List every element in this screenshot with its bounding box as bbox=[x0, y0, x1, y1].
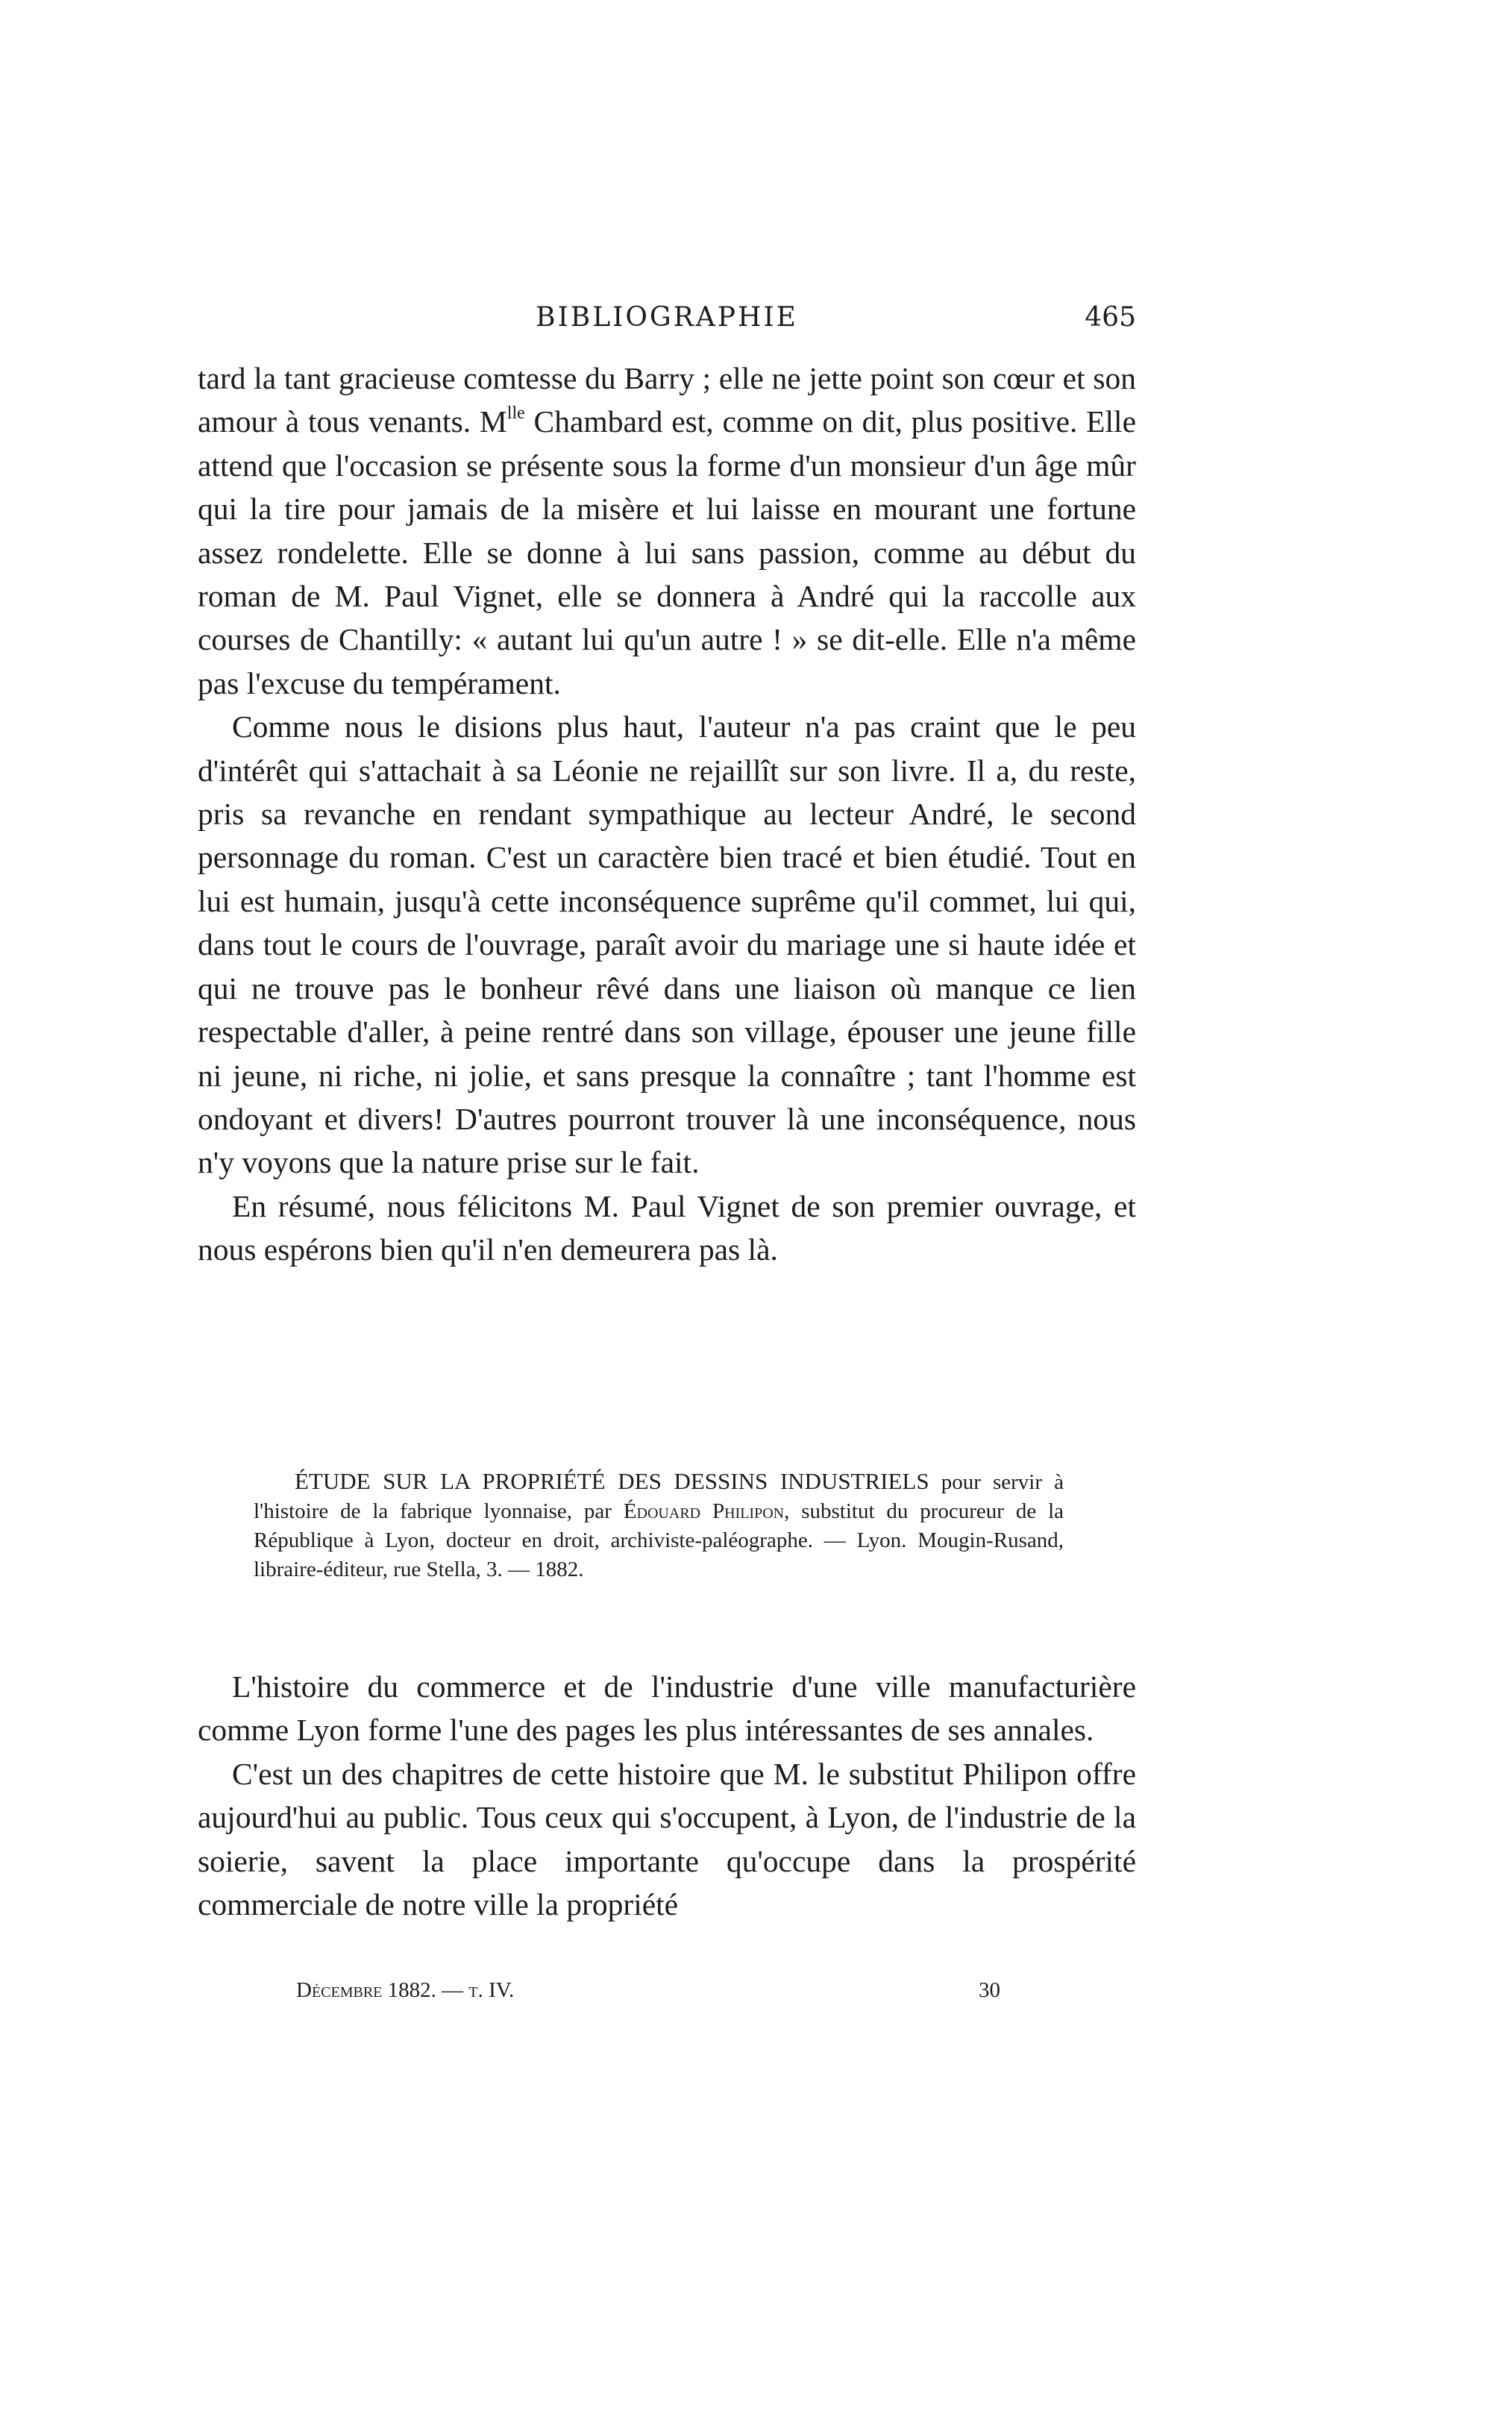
author-name: Édouard Philipon bbox=[623, 1499, 785, 1523]
bibliographic-entry bbox=[254, 1467, 1064, 1584]
paragraph bbox=[198, 357, 1136, 705]
paragraph-text: Chambard est, comme on dit, plus positive. Elle attend que l'occasion se présente sous la forme d'un monsieur d'un âge mûr qui la tire pour jamais de la misère et lui laisse en mourant une fortune assez rondelette. Elle se donne à lui sans passion, comme au début du roman de M. Paul Vignet, elle se donnera à André qui la raccolle aux courses de Chantilly: « autant lui qu'un autre ! » se dit-elle. Elle n'a même pas l'excuse du tempérament. bbox=[198, 404, 1136, 700]
signature-mark: Décembre 1882. — t. IV. bbox=[296, 1978, 515, 2002]
running-head bbox=[198, 302, 1136, 347]
review-body bbox=[198, 357, 1136, 1272]
paragraph-text: tard la tant gracieuse comtesse du Barry ; elle ne jette point son cœur et son amour à tous venants. M bbox=[198, 361, 1136, 439]
entry-text: pour servir à l'histoire de la fabrique lyonnaise, par bbox=[254, 1470, 1064, 1523]
entry-details: , substitut du procureur de la République à Lyon, docteur en droit, archiviste-paléographe. — Lyon. Mougin-Rusand, libraire-éditeur, rue Stella, 3. — 1882. bbox=[254, 1499, 1064, 1581]
paragraph: Comme nous le disions plus haut, l'auteur n'a pas craint que le peu d'intérêt qui s'attachait à sa Léonie ne rejaillît sur son livre. Il a, du reste, pris sa revanche en rendant sympathique au lecteur André, le second personnage du roman. C'est un caractère bien tracé et bien étudié. Tout en lui est humain, jusqu'à cette inconséquence suprême qu'il commet, lui qui, dans tout le cours de l'ouvrage, paraît avoir du mariage une si haute idée et qui ne trouve pas le bonheur rêvé dans une liaison où manque ce lien respectable d'aller, à peine rentré dans son village, épouser une jeune fille ni jeune, ni riche, ni jolie, et sans presque la connaître ; tant l'homme est ondoyant et divers! D'autres pourront trouver là une inconséquence, nous n'y voyons que la nature prise sur le fait. bbox=[198, 709, 1136, 1180]
paragraph: L'histoire du commerce et de l'industrie d'une ville manufacturière comme Lyon forme l'une des pages les plus intéressantes de ses annales. bbox=[198, 1669, 1136, 1748]
superscript-abbreviation: lle bbox=[506, 404, 525, 424]
new-review-body bbox=[198, 1665, 1136, 1926]
book-title: ÉTUDE SUR LA PROPRIÉTÉ DES DESSINS INDUSTRIELS bbox=[295, 1468, 929, 1494]
signature-number: 30 bbox=[979, 1978, 1000, 2002]
paragraph: C'est un des chapitres de cette histoire que M. le substitut Philipon offre aujourd'hui au public. Tous ceux qui s'occupent, à Lyon, de l'industrie de la soierie, savent la place importante qu'occupe dans la prospérité commerciale de notre ville la propriété bbox=[198, 1756, 1136, 1922]
page-number: 465 bbox=[1085, 302, 1136, 333]
running-title: BIBLIOGRAPHIE bbox=[536, 302, 798, 333]
paragraph: En résumé, nous félicitons M. Paul Vignet de son premier ouvrage, et nous espérons bien qu'il n'en demeurera pas là. bbox=[198, 1188, 1136, 1267]
